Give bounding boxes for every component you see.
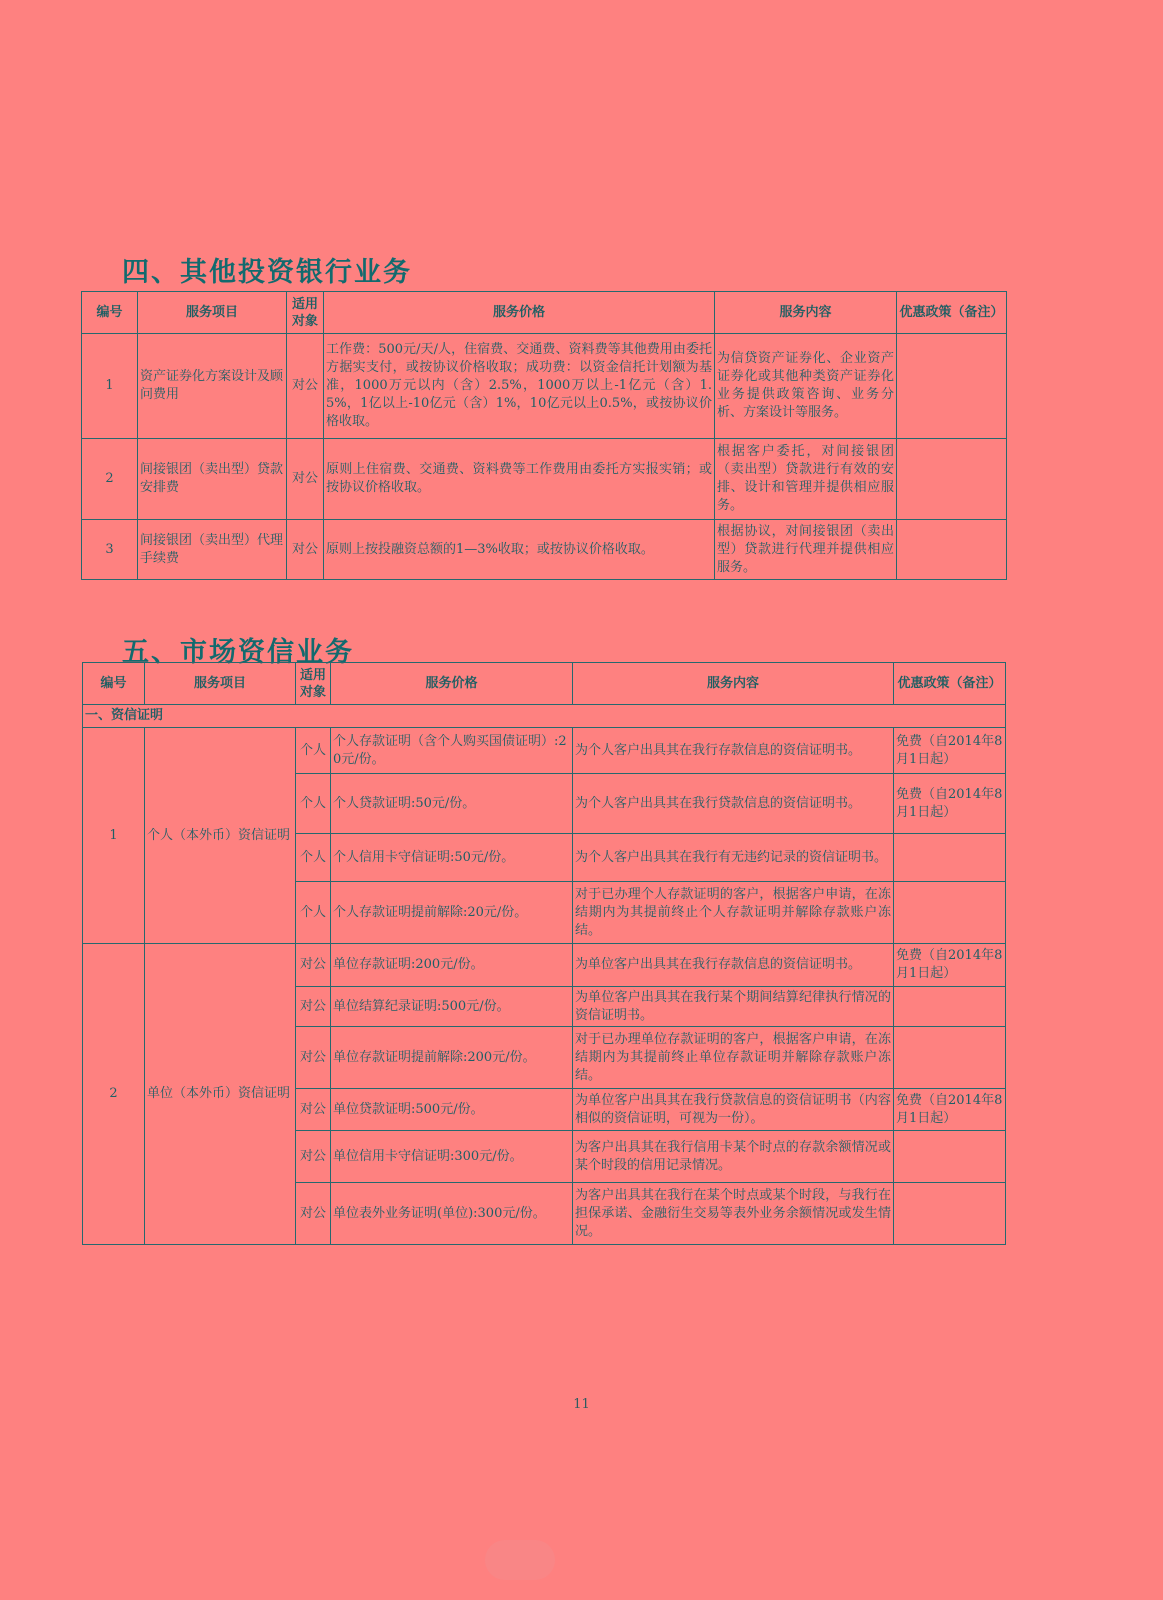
row-remark: 免费（自2014年8月1日起）	[894, 728, 1006, 774]
row-target: 个人	[296, 882, 331, 944]
row-remark	[897, 520, 1007, 580]
header-price: 服务价格	[331, 663, 573, 705]
row-remark	[894, 987, 1006, 1027]
credit-certificate-fee-table	[82, 662, 1006, 1245]
row-price: 单位表外业务证明(单位):300元/份。	[331, 1183, 573, 1245]
row-remark	[894, 834, 1006, 882]
row-target: 对公	[296, 944, 331, 987]
row-remark	[894, 882, 1006, 944]
table-row	[82, 334, 1007, 439]
row-item: 间接银团（卖出型）贷款安排费	[138, 439, 287, 520]
row-no: 2	[82, 439, 138, 520]
row-target: 对公	[287, 334, 324, 439]
header-content: 服务内容	[715, 292, 897, 334]
row-price: 单位信用卡守信证明:300元/份。	[331, 1131, 573, 1183]
row-content: 为信贷资产证券化、企业资产证券化或其他种类资产证券化业务提供政策咨询、业务分析、方案设计等服务。	[715, 334, 897, 439]
group-item: 单位（本外币）资信证明	[145, 944, 296, 1245]
row-target: 个人	[296, 774, 331, 834]
header-no: 编号	[83, 663, 145, 705]
row-target: 对公	[296, 1027, 331, 1089]
header-target: 适用对象	[287, 292, 324, 334]
row-content: 为单位客户出具其在我行存款信息的资信证明书。	[573, 944, 894, 987]
row-remark	[897, 334, 1007, 439]
row-content: 为个人客户出具其在我行存款信息的资信证明书。	[573, 728, 894, 774]
row-target: 对公	[296, 987, 331, 1027]
section-5-title: 五、市场资信业务	[122, 637, 354, 668]
row-no: 3	[82, 520, 138, 580]
header-price: 服务价格	[324, 292, 715, 334]
page-number: 11	[573, 1397, 590, 1412]
group-header-row	[83, 705, 1006, 728]
row-remark	[894, 1027, 1006, 1089]
section-4-title: 四、其他投资银行业务	[122, 257, 412, 288]
row-target: 对公	[287, 439, 324, 520]
header-item: 服务项目	[145, 663, 296, 705]
row-content: 对于已办理单位存款证明的客户，根据客户申请，在冻结期内为其提前终止单位存款证明并解除存款账户冻结。	[573, 1027, 894, 1089]
row-content: 为客户出具其在我行信用卡某个时点的存款余额情况或某个时段的信用记录情况。	[573, 1131, 894, 1183]
header-remark: 优惠政策（备注）	[897, 292, 1007, 334]
row-price: 原则上住宿费、交通费、资料费等工作费用由委托方实报实销；或按协议价格收取。	[324, 439, 715, 520]
row-target: 对公	[296, 1089, 331, 1131]
row-content: 为个人客户出具其在我行贷款信息的资信证明书。	[573, 774, 894, 834]
row-remark	[897, 439, 1007, 520]
header-remark: 优惠政策（备注）	[894, 663, 1006, 705]
row-price: 个人存款证明（含个人购买国债证明）:20元/份。	[331, 728, 573, 774]
row-price: 单位存款证明提前解除:200元/份。	[331, 1027, 573, 1089]
scan-smudge	[485, 1540, 555, 1580]
group-no: 1	[83, 728, 145, 944]
table-header-row	[83, 663, 1006, 705]
row-item: 资产证券化方案设计及顾问费用	[138, 334, 287, 439]
row-item: 间接银团（卖出型）代理手续费	[138, 520, 287, 580]
row-price: 个人信用卡守信证明:50元/份。	[331, 834, 573, 882]
row-target: 个人	[296, 834, 331, 882]
row-content: 为个人客户出具其在我行有无违约记录的资信证明书。	[573, 834, 894, 882]
row-remark: 免费（自2014年8月1日起）	[894, 1089, 1006, 1131]
row-price: 个人贷款证明:50元/份。	[331, 774, 573, 834]
group-label: 一、资信证明	[83, 705, 1006, 728]
table-row	[83, 944, 1006, 987]
group-no: 2	[83, 944, 145, 1245]
header-content: 服务内容	[573, 663, 894, 705]
row-price: 工作费：500元/天/人，住宿费、交通费、资料费等其他费用由委托方据实支付，或按协议价格收取；成功费：以资金信托计划额为基准，1000万元以内（含）2.5%，1000万以上-1亿元（含）1.5%，1亿以上-10亿元（含）1%，10亿元以上0.5%，或按协议价格收取。	[324, 334, 715, 439]
row-content: 为单位客户出具其在我行贷款信息的资信证明书（内容相似的资信证明，可视为一份）。	[573, 1089, 894, 1131]
header-item: 服务项目	[138, 292, 287, 334]
row-content: 根据协议，对间接银团（卖出型）贷款进行代理并提供相应服务。	[715, 520, 897, 580]
row-content: 为单位客户出具其在我行某个期间结算纪律执行情况的资信证明书。	[573, 987, 894, 1027]
row-price: 单位贷款证明:500元/份。	[331, 1089, 573, 1131]
row-content: 对于已办理个人存款证明的客户，根据客户申请，在冻结期内为其提前终止个人存款证明并解除存款账户冻结。	[573, 882, 894, 944]
table-row	[83, 728, 1006, 774]
row-price: 原则上按投融资总额的1—3%收取；或按协议价格收取。	[324, 520, 715, 580]
table-header-row	[82, 292, 1007, 334]
row-target: 对公	[296, 1183, 331, 1245]
row-content: 为客户出具其在我行在某个时点或某个时段，与我行在担保承诺、金融衍生交易等表外业务余额情况或发生情况。	[573, 1183, 894, 1245]
header-target: 适用对象	[296, 663, 331, 705]
row-price: 个人存款证明提前解除:20元/份。	[331, 882, 573, 944]
row-price: 单位结算纪录证明:500元/份。	[331, 987, 573, 1027]
row-remark: 免费（自2014年8月1日起）	[894, 774, 1006, 834]
table-row	[82, 439, 1007, 520]
row-target: 个人	[296, 728, 331, 774]
row-remark: 免费（自2014年8月1日起）	[894, 944, 1006, 987]
row-price: 单位存款证明:200元/份。	[331, 944, 573, 987]
investment-banking-fee-table	[81, 291, 1007, 580]
row-target: 对公	[296, 1131, 331, 1183]
row-remark	[894, 1183, 1006, 1245]
row-content: 根据客户委托，对间接银团（卖出型）贷款进行有效的安排、设计和管理并提供相应服务。	[715, 439, 897, 520]
group-item: 个人（本外币）资信证明	[145, 728, 296, 944]
row-remark	[894, 1131, 1006, 1183]
row-no: 1	[82, 334, 138, 439]
table-row	[82, 520, 1007, 580]
row-target: 对公	[287, 520, 324, 580]
header-no: 编号	[82, 292, 138, 334]
